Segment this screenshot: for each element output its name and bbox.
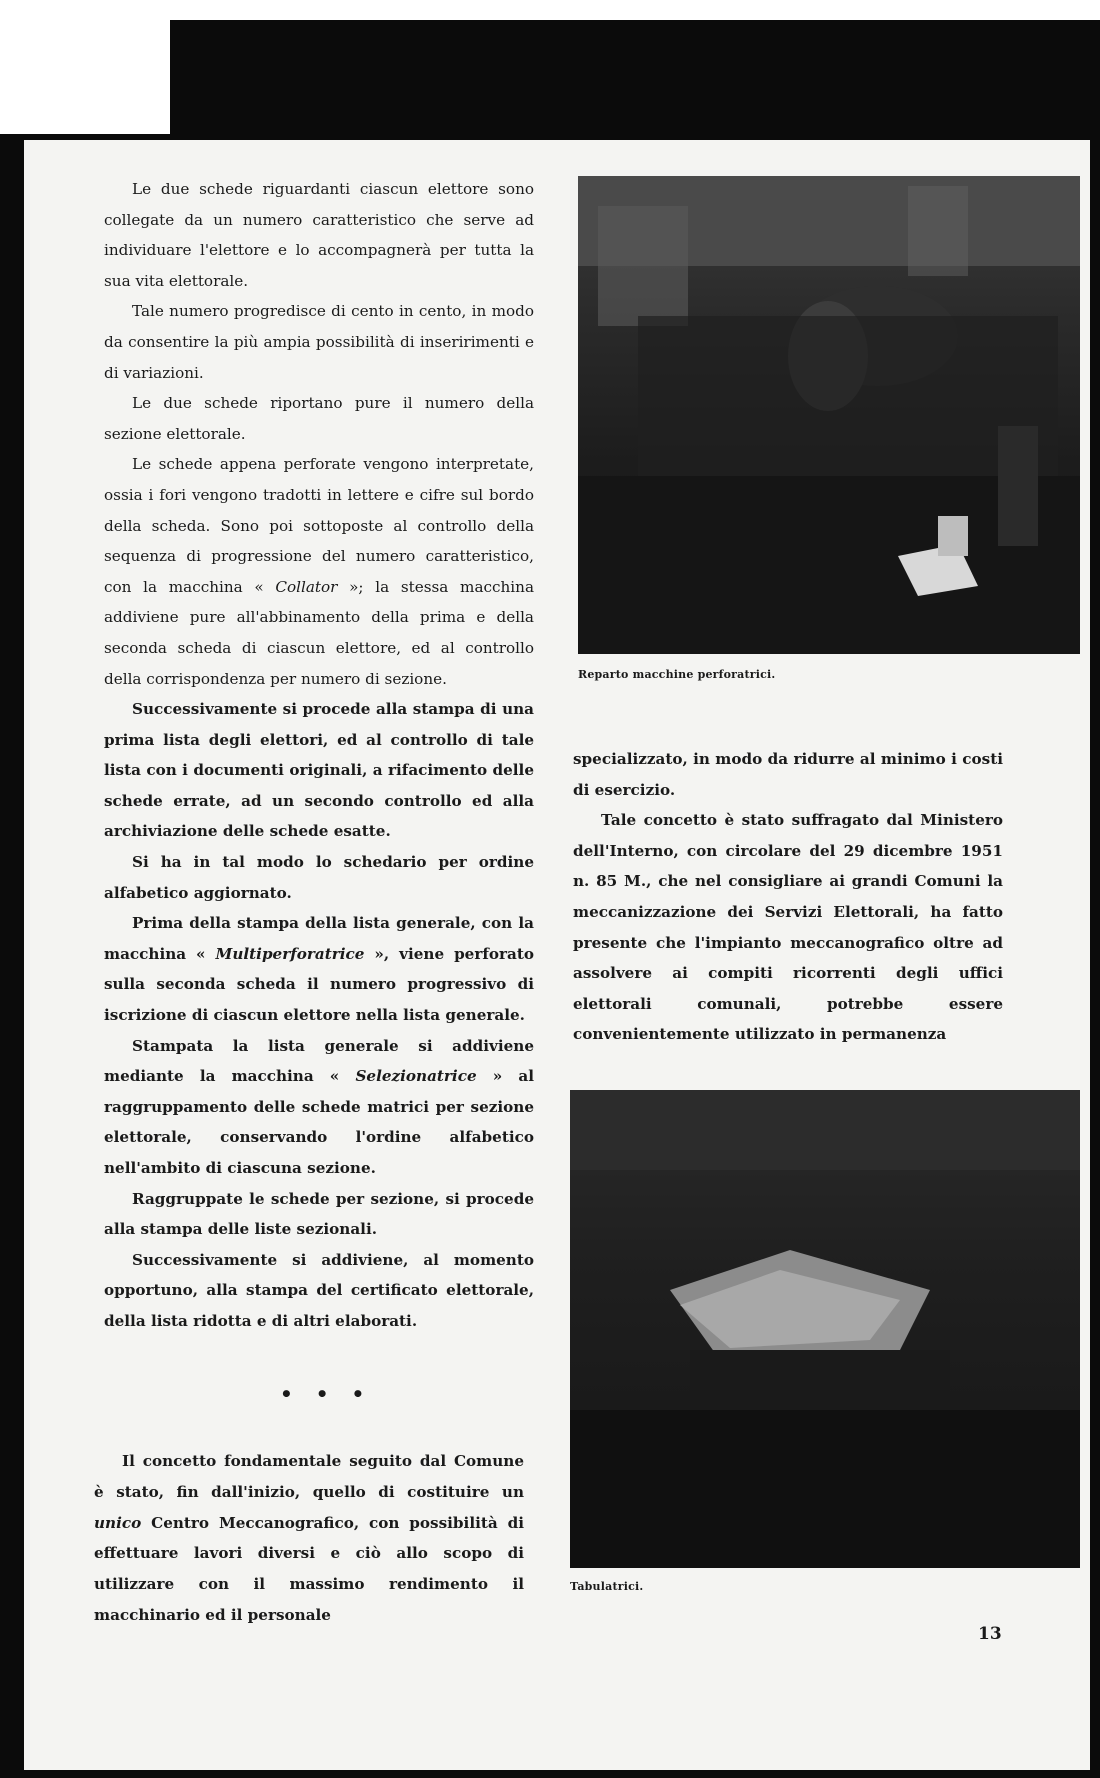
photo-keypunch-illustration	[578, 176, 1080, 654]
paragraph-5: Successivamente si procede alla stampa di una prima lista degli elettori, ed al controllo di tale lista con i documenti originali, a rifacimento delle schede errate, ad un secondo controllo ed alla archiviazione delle schede esatte.	[104, 700, 534, 841]
photo-1-caption: Reparto macchine perforatrici.	[578, 668, 776, 681]
photo-2-caption: Tabulatrici.	[570, 1580, 644, 1593]
paragraph-4-machine-name: Collator	[275, 577, 338, 596]
paragraph-7-text-b: », viene perforato sulla seconda scheda il numero progressivo di iscrizione di ciascun elettore nella lista generale.	[104, 944, 535, 1025]
paragraph-1: Le due schede riguardanti ciascun elettore sono collegate da un numero caratteristico che serve ad individuare l'elettore e lo accompagnerà per tutta la sua vita elettorale.	[104, 180, 534, 290]
left-column-text	[104, 174, 534, 1337]
paragraph-10: Successivamente si addiviene, al momento opportuno, alla stampa del certificato elettorale, della lista ridotta e di altri elaborati.	[104, 1250, 534, 1330]
scan-border-top	[170, 20, 1100, 140]
concept-paragraph	[94, 1446, 524, 1631]
page-number: 13	[978, 1624, 1002, 1644]
photo-tabulators	[570, 1090, 1080, 1568]
paragraph-3: Le due schede riportano pure il numero della sezione elettorale.	[104, 394, 534, 443]
paragraph-4-text-a: Le schede appena perforate vengono interpretate, ossia i fori vengono tradotti in lettere e cifre sul bordo della scheda. Sono poi sottoposte al controllo della sequenza di progressione del numero caratteristico, con la macchina «	[104, 455, 534, 596]
paragraph-9: Raggruppate le schede per sezione, si procede alla stampa delle liste sezionali.	[104, 1189, 534, 1239]
paragraph-8	[104, 1031, 534, 1184]
bottom-left-text	[94, 1446, 524, 1631]
paragraph-2: Tale numero progredisce di cento in cento, in modo da consentire la più ampia possibilità di inseririmenti e di variazioni.	[104, 302, 534, 382]
photo-keypunch-department	[578, 176, 1080, 654]
paragraph-8-text-b: » al raggruppamento delle schede matrici per sezione elettorale, conservando l'ordine alfabetico nell'ambito di ciascuna sezione.	[104, 1067, 534, 1177]
concept-italic-word: unico	[94, 1513, 142, 1532]
paragraph-4-text-b: »; la stessa macchina addiviene pure all'abbinamento della prima e della seconda scheda di ciascun elettore, ed al controllo della corrispondenza per numero di sezione.	[104, 577, 535, 688]
concept-text-b: Centro Meccanografico, con possibilità di effettuare lavori diversi e ciò allo scopo di utilizzare con il massimo rendimento il macchinario ed il personale	[94, 1513, 524, 1624]
concept-text-a: Il concetto fondamentale seguito dal Comune è stato, fin dall'inizio, quello di costituire un	[94, 1452, 524, 1501]
photo-tabulators-illustration	[570, 1090, 1080, 1568]
right-paragraph-1: specializzato, in modo da ridurre al minimo i costi di esercizio.	[573, 750, 1003, 799]
scan-border-left	[0, 134, 24, 1778]
paragraph-8-machine-name: Selezionatrice	[355, 1067, 477, 1086]
scan-border-right	[1090, 134, 1100, 1778]
paragraph-7	[104, 908, 534, 1030]
paragraph-6: Si ha in tal modo lo schedario per ordine alfabetico aggiornato.	[104, 853, 534, 902]
paragraph-7-machine-name: Multiperforatrice	[215, 944, 365, 963]
paragraph-4	[104, 449, 534, 694]
section-separator: • • •	[280, 1382, 373, 1406]
paragraph-8-text-a: Stampata la lista generale si addiviene mediante la macchina «	[104, 1036, 534, 1086]
paragraph-7-text-a: Prima della stampa della lista generale, con la macchina «	[104, 914, 534, 963]
right-paragraph-2: Tale concetto è stato suffragato dal Ministero dell'Interno, con circolare del 29 dicembre 1951 n. 85 M., che nel consigliare ai grandi Comuni la meccanizzazione dei Servizi Elettorali, ha fatto presente che l'impianto meccanografico oltre ad assolvere ai compiti ricorrenti degli uffici elettorali comunali, potrebbe essere convenientemente utilizzato in permanenza	[573, 811, 1003, 1044]
right-column-text	[573, 744, 1003, 1050]
